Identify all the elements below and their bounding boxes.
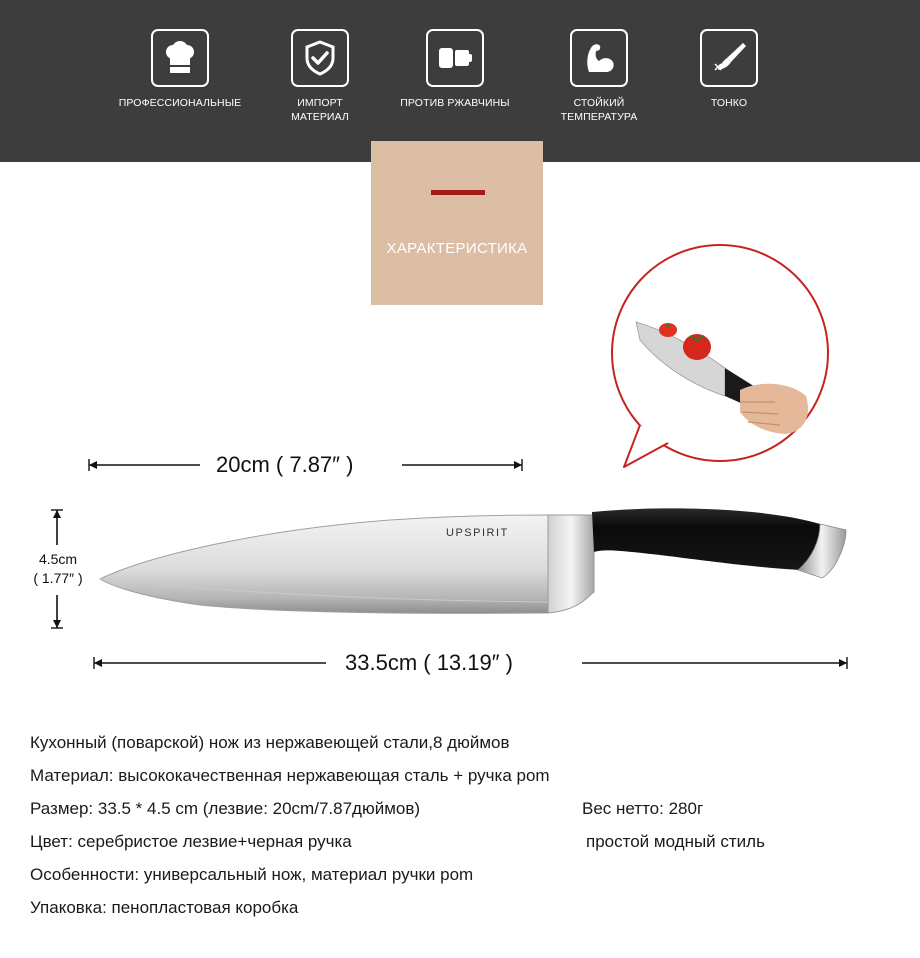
feature-label: ТОНКО (710, 97, 748, 109)
spec-style: простой модный стиль (586, 832, 765, 851)
flexed-arm-icon (570, 29, 628, 87)
feature-professional (110, 29, 250, 110)
feature-anti-rust (385, 29, 525, 110)
rust-block-icon (426, 29, 484, 87)
total-length-label: 33.5cm ( 13.19″ ) (345, 650, 513, 675)
feature-label: СТОЙКИЙ ТЕМПЕРАТУРА (560, 97, 638, 123)
feature-thin (659, 29, 799, 110)
spec-packaging: Упаковка: пенопластовая коробка (30, 898, 299, 917)
spec-size: Размер: 33.5 * 4.5 cm (лезвие: 20cm/7.87дюймов) (30, 799, 421, 818)
knife-handle (592, 508, 820, 570)
blade-length-label: 20cm ( 7.87″ ) (216, 452, 354, 477)
brand-engraving: UPSPIRIT (446, 527, 509, 539)
knife-diagram (0, 240, 920, 720)
shield-check-icon (291, 29, 349, 87)
spec-heading: ХАРАКТЕРИСТИКА (386, 240, 528, 257)
chef-hat-icon (151, 29, 209, 87)
spec-material: Материал: высококачественная нержавеющая сталь + ручка pom (30, 766, 550, 785)
features-band (0, 0, 920, 162)
feature-label: ИМПОРТ МАТЕРИАЛ (291, 97, 349, 123)
spec-color: Цвет: серебристое лезвие+черная ручка (30, 832, 352, 851)
knife-cut-icon (700, 29, 758, 87)
feature-label: ПРОФЕССИОНАЛЬНЫЕ (118, 97, 242, 109)
spec-features: Особенности: универсальный нож, материал ручки pom (30, 865, 474, 884)
usage-inset-bubble (612, 245, 828, 467)
blade-width-label: 4.5cm ( 1.77″ ) (33, 551, 83, 586)
feature-label: ПРОТИВ РЖАВЧИНЫ (400, 97, 510, 109)
feature-import-material (250, 29, 390, 124)
knife-bolster (548, 515, 594, 613)
accent-bar (431, 190, 485, 195)
spec-description: Кухонный (поварской) нож из нержавеющей стали,8 дюймов (30, 733, 510, 752)
feature-temperature-resistant (529, 29, 669, 124)
spec-net-weight: Вес нетто: 280г (582, 799, 704, 818)
